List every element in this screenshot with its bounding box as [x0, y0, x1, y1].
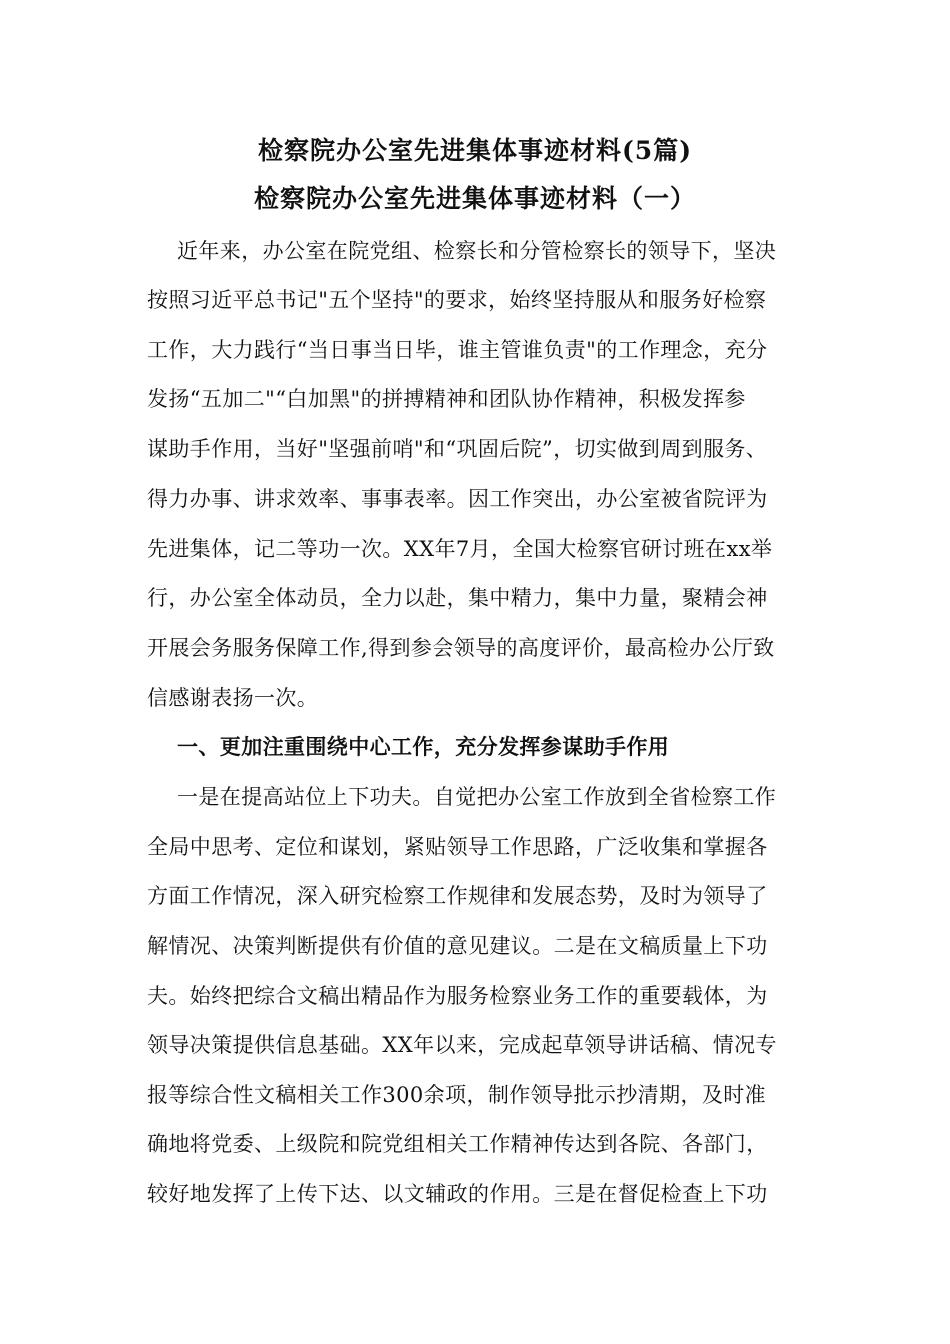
paragraph-line: 一是在提高站位上下功夫。自觉把办公室工作放到全省检察工作	[177, 785, 777, 809]
paragraph-line: 开展会务服务保障工作,得到参会领导的高度评价，最高检办公厅致	[147, 636, 775, 660]
paragraph-line: 较好地发挥了上传下达、以文辅政的作用。三是在督促检查上下功	[147, 1182, 768, 1206]
paragraph-line: 领导决策提供信息基础。XX年以来，完成起草领导讲话稿、情况专	[147, 1033, 777, 1057]
paragraph-line: 确地将党委、上级院和院党组相关工作精神传达到各院、各部门，	[147, 1132, 768, 1156]
document-subtitle: 检察院办公室先进集体事迹材料（一）	[253, 184, 696, 213]
paragraph-line: 得力办事、讲求效率、事事表率。因工作突出，办公室被省院评为	[147, 487, 768, 511]
paragraph-line: 夫。始终把综合文稿出精品作为服务检察业务工作的重要载体，为	[147, 984, 768, 1008]
paragraph-line: 信感谢表扬一次。	[147, 686, 319, 710]
section-heading: 一、更加注重围绕中心工作，充分发挥参谋助手作用	[177, 734, 670, 759]
paragraph-line: 报等综合性文稿相关工作300余项，制作领导批示抄清期，及时准	[147, 1083, 767, 1107]
paragraph-line: 解情况、决策判断提供有价值的意见建议。二是在文稿质量上下功	[147, 934, 768, 958]
paragraph-line: 谋助手作用，当好"坚强前哨"和“巩固后院”，切实做到周到服务、	[147, 437, 768, 461]
paragraph-line: 方面工作情况，深入研究检察工作规律和发展态势，及时为领导了	[147, 884, 768, 908]
paragraph-line: 先进集体，记二等功一次。XX年7月，全国大检察官研讨班在xx举	[147, 537, 773, 561]
document-title: 检察院办公室先进集体事迹材料(5篇)	[257, 136, 693, 165]
paragraph-line: 发扬“五加二"“白加黑"的拼搏精神和团队协作精神，积极发挥参	[147, 387, 746, 411]
paragraph-line: 近年来，办公室在院党组、检察长和分管检察长的领导下，坚决	[177, 239, 777, 263]
paragraph-line: 行，办公室全体动员，全力以赴，集中精力，集中力量，聚精会神	[147, 586, 768, 610]
paragraph-line: 工作，大力践行“当日事当日毕，谁主管谁负责"的工作理念，充分	[147, 338, 768, 362]
paragraph-line: 按照习近平总书记"五个坚持"的要求，始终坚持服从和服务好检察	[147, 288, 767, 312]
paragraph-line: 全局中思考、定位和谋划，紧贴领导工作思路，广泛收集和掌握各	[147, 835, 768, 859]
